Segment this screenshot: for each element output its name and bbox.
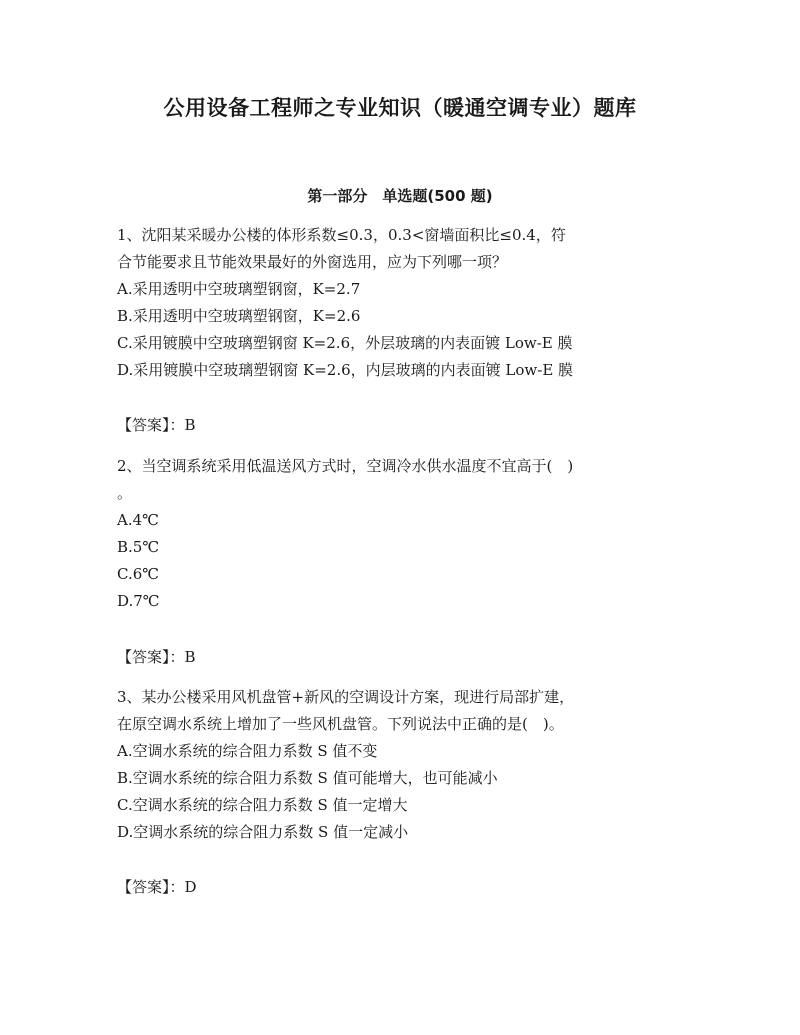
- option-b: B.空调水系统的综合阻力系数 S 值可能增大，也可能减小: [117, 769, 498, 787]
- question-stem-line: 3、某办公楼采用风机盘管+新风的空调设计方案，现进行局部扩建，: [117, 688, 575, 706]
- answer-3: [117, 874, 197, 901]
- option-c: C.空调水系统的综合阻力系数 S 值一定增大: [117, 796, 408, 814]
- option-c: C.采用镀膜中空玻璃塑钢窗 K=2.6，外层玻璃的内表面镀 Low-E 膜: [117, 334, 573, 352]
- answer-value: B: [184, 648, 196, 666]
- option-d: D.采用镀膜中空玻璃塑钢窗 K=2.6，内层玻璃的内表面镀 Low-E 膜: [117, 361, 574, 379]
- option-d: D.7℃: [117, 592, 160, 610]
- section-title: 第一部分 单选题(500 题): [307, 187, 493, 205]
- answer-2: [117, 644, 196, 671]
- question-stem-line: 1、沈阳某采暖办公楼的体形系数≤0.3，0.3<窗墙面积比≤0.4，符: [117, 226, 566, 244]
- option-a: A.采用透明中空玻璃塑钢窗，K=2.7: [117, 280, 361, 298]
- question-2: [117, 453, 677, 615]
- option-a: A.4℃: [117, 511, 159, 529]
- question-stem-line: 。: [117, 484, 133, 502]
- question-stem-line: 合节能要求且节能效果最好的外窗选用，应为下列哪一项？: [117, 253, 508, 271]
- option-c: C.6℃: [117, 565, 160, 583]
- answer-value: B: [184, 416, 196, 434]
- answer-1: [117, 412, 196, 439]
- question-stem-line: 2、当空调系统采用低温送风方式时，空调冷水供水温度不宜高于( ): [117, 457, 574, 475]
- option-b: B.采用透明中空玻璃塑钢窗，K=2.6: [117, 307, 361, 325]
- answer-label: 【答案】：: [117, 416, 185, 434]
- document-title: 公用设备工程师之专业知识（暖通空调专业）题库: [163, 96, 637, 120]
- option-b: B.5℃: [117, 538, 160, 556]
- answer-label: 【答案】：: [117, 648, 185, 666]
- answer-label: 【答案】：: [117, 878, 185, 896]
- question-stem-line: 在原空调水系统上增加了一些风机盘管。下列说法中正确的是( )。: [117, 715, 564, 733]
- option-d: D.空调水系统的综合阻力系数 S 值一定减小: [117, 823, 409, 841]
- option-a: A.空调水系统的综合阻力系数 S 值不变: [117, 742, 378, 760]
- question-3: [117, 684, 677, 846]
- question-1: [117, 222, 677, 384]
- answer-value: D: [184, 878, 197, 896]
